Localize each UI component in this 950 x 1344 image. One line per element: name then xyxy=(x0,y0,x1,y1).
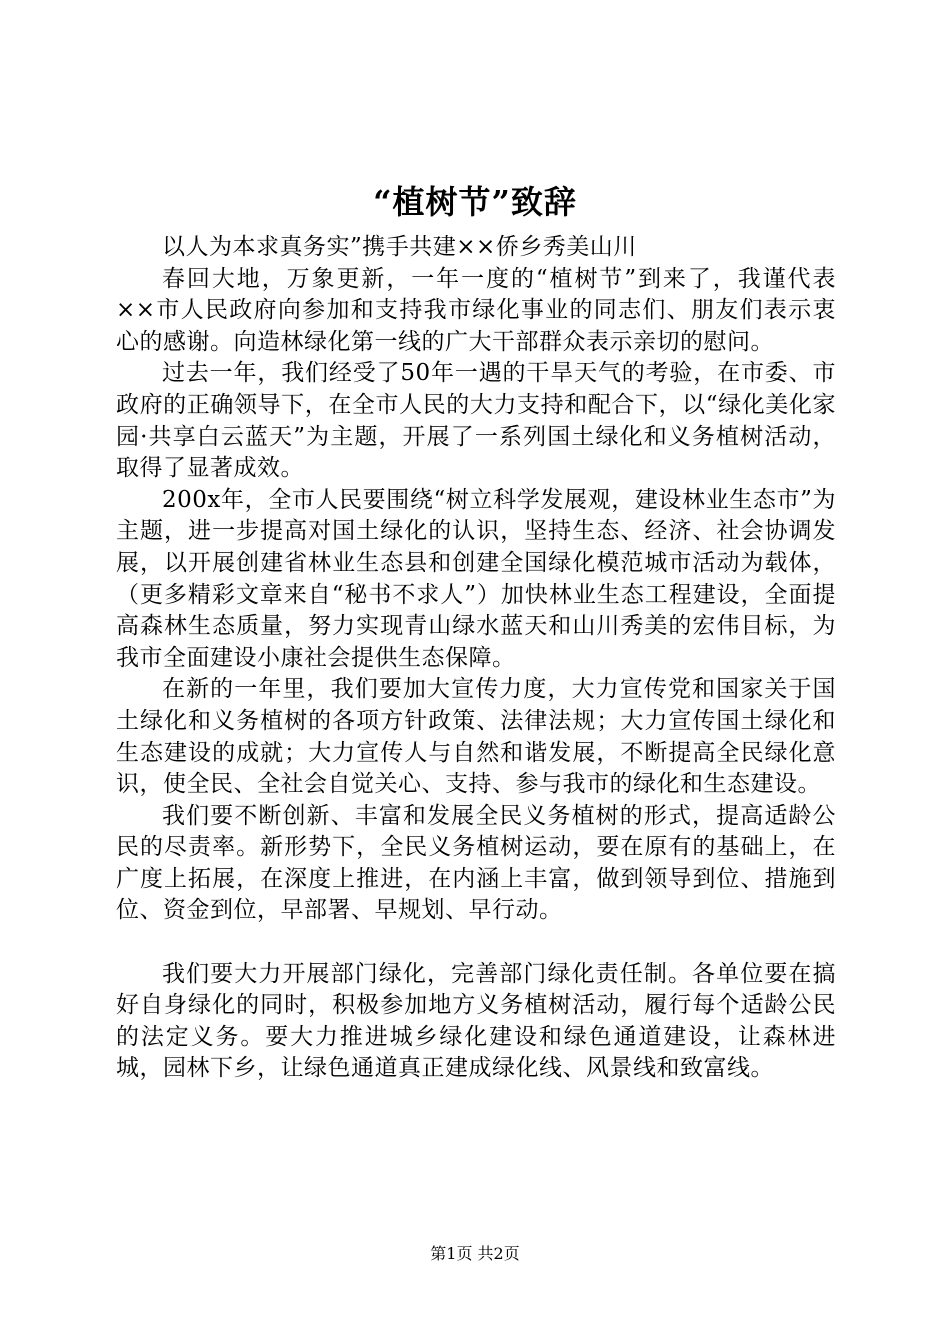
document-title: “植树节”致辞 xyxy=(373,183,577,221)
document-body xyxy=(116,232,836,1085)
body-paragraph: 春回大地，万象更新，一年一度的“植树节”到来了，我谨代表××市人民政府向参加和支持我市绿化事业的同志们、朋友们表示衷心的感谢。向造林绿化第一线的广大干部群众表示亲切的慰问。 xyxy=(116,265,836,355)
body-paragraph: 200x年，全市人民要围绕“树立科学发展观，建设林业生态市”为主题，进一步提高对国土绿化的认识，坚持生态、经济、社会协调发展，以开展创建省林业生态县和创建全国绿化模范城市活动为载体，（更多精彩文章来自“秘书不求人”）加快林业生态工程建设，全面提高森林生态质量，努力实现青山绿水蓝天和山川秀美的宏伟目标，为我市全面建设小康社会提供生态保障。 xyxy=(116,486,836,671)
page-footer: 第1页 共2页 xyxy=(430,1244,520,1263)
body-paragraph: 我们要不断创新、丰富和发展全民义务植树的形式，提高适龄公民的尽责率。新形势下，全民义务植树运动，要在原有的基础上，在广度上拓展，在深度上推进，在内涵上丰富，做到领导到位、措施到位、资金到位，早部署、早规划、早行动。 xyxy=(116,802,836,924)
body-paragraph: 在新的一年里，我们要加大宣传力度，大力宣传党和国家关于国土绿化和义务植树的各项方针政策、法律法规；大力宣传国土绿化和生态建设的成就；大力宣传人与自然和谐发展，不断提高全民绿化意识，使全民、全社会自觉关心、支持、参与我市的绿化和生态建设。 xyxy=(116,676,836,798)
subtitle-paragraph: 以人为本求真务实”携手共建××侨乡秀美山川 xyxy=(162,234,637,260)
body-paragraph: 我们要大力开展部门绿化，完善部门绿化责任制。各单位要在搞好自身绿化的同时，积极参加地方义务植树活动，履行每个适龄公民的法定义务。要大力推进城乡绿化建设和绿色通道建设，让森林进城，园林下乡，让绿色通道真正建成绿化线、风景线和致富线。 xyxy=(116,960,836,1082)
body-paragraph: 过去一年，我们经受了50年一遇的干旱天气的考验，在市委、市政府的正确领导下，在全市人民的大力支持和配合下，以“绿化美化家园·共享白云蓝天”为主题，开展了一系列国土绿化和义务植树活动，取得了显著成效。 xyxy=(116,360,836,482)
